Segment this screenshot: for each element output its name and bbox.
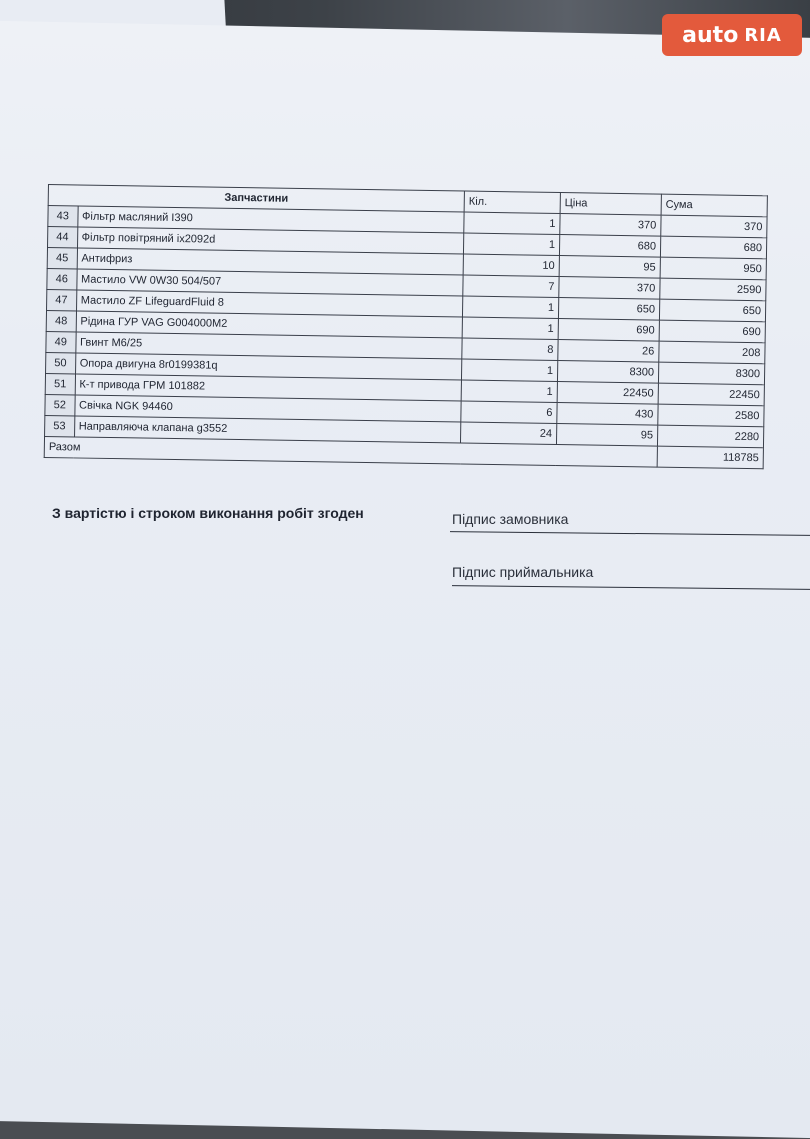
row-price: 650 — [558, 298, 659, 321]
row-number: 43 — [48, 206, 78, 227]
row-part-name: К-т привода ГРМ 101882 — [75, 374, 462, 401]
header-price: Ціна — [560, 193, 661, 216]
row-number: 47 — [47, 289, 77, 310]
row-sum: 650 — [659, 299, 765, 322]
row-part-name: Свічка NGK 94460 — [74, 395, 461, 422]
row-price: 95 — [559, 256, 660, 279]
row-part-name: Рідина ГУР VAG G004000M2 — [76, 311, 463, 338]
row-price: 26 — [558, 340, 659, 363]
row-part-name: Фільтр масляний I390 — [77, 206, 464, 233]
row-number: 52 — [45, 394, 75, 415]
row-quantity: 10 — [463, 254, 559, 277]
row-number: 45 — [47, 248, 77, 269]
row-part-name: Направляюча клапана g3552 — [74, 416, 461, 443]
autoria-watermark-logo: auto RIA — [662, 14, 802, 56]
header-qty: Кіл. — [464, 191, 560, 214]
parts-table — [44, 184, 768, 469]
row-price: 370 — [560, 214, 661, 237]
row-price: 430 — [557, 403, 658, 426]
row-part-name: Мастило ZF LifeguardFluid 8 — [76, 290, 463, 317]
row-part-name: Гвинт М6/25 — [75, 332, 462, 359]
row-part-name: Фільтр повітряний ix2092d — [77, 227, 464, 254]
row-sum: 2580 — [658, 404, 764, 427]
row-part-name: Опора двигуна 8r0199381q — [75, 353, 462, 380]
row-quantity: 1 — [461, 380, 557, 403]
row-sum: 2280 — [657, 425, 763, 448]
row-price: 95 — [556, 424, 657, 447]
row-quantity: 24 — [461, 422, 557, 445]
total-label: Разом — [44, 436, 657, 467]
row-price: 680 — [559, 235, 660, 258]
row-number: 53 — [45, 415, 75, 436]
total-value: 118785 — [657, 446, 763, 469]
row-number: 50 — [46, 352, 76, 373]
row-sum: 22450 — [658, 383, 764, 406]
row-quantity: 6 — [461, 401, 557, 424]
agreement-text: З вартістю і строком виконання робіт згоден — [52, 505, 364, 521]
row-number: 44 — [48, 227, 78, 248]
row-part-name: Мастило VW 0W30 504/507 — [76, 269, 463, 296]
row-sum: 370 — [661, 215, 767, 238]
row-number: 48 — [46, 310, 76, 331]
row-quantity: 1 — [464, 212, 560, 235]
row-sum: 680 — [660, 236, 766, 259]
row-sum: 2590 — [660, 278, 766, 301]
row-sum: 950 — [660, 257, 766, 280]
row-price: 690 — [558, 319, 659, 342]
row-sum: 8300 — [658, 362, 764, 385]
row-quantity: 1 — [462, 317, 558, 340]
row-part-name: Антифриз — [77, 248, 464, 275]
row-price: 22450 — [557, 382, 658, 405]
customer-signature-label: Підпис замовника — [452, 511, 569, 527]
row-price: 8300 — [557, 361, 658, 384]
row-number: 46 — [47, 268, 77, 289]
row-quantity: 1 — [464, 233, 560, 256]
row-quantity: 1 — [462, 359, 558, 382]
receiver-signature-label: Підпис приймальника — [452, 564, 594, 580]
header-sum: Сума — [661, 194, 767, 217]
row-price: 370 — [559, 277, 660, 300]
parts-table-container — [44, 184, 768, 469]
row-number: 51 — [45, 373, 75, 394]
row-sum: 690 — [659, 320, 765, 343]
row-quantity: 7 — [463, 275, 559, 298]
row-quantity: 1 — [463, 296, 559, 319]
row-sum: 208 — [659, 341, 765, 364]
row-quantity: 8 — [462, 338, 558, 361]
row-number: 49 — [46, 331, 76, 352]
header-parts: Запчастини — [48, 185, 464, 213]
